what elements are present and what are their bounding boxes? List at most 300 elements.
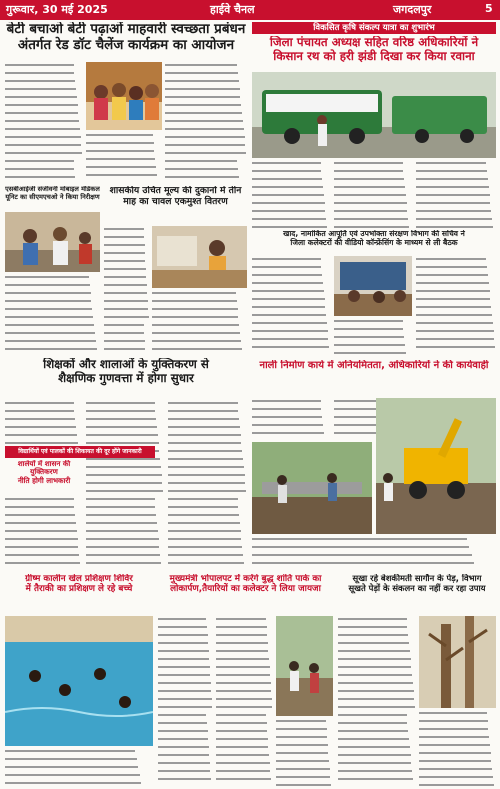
text-line bbox=[5, 562, 83, 568]
text-line bbox=[168, 522, 247, 528]
text-line bbox=[158, 658, 213, 664]
text-line bbox=[5, 514, 83, 520]
text-line bbox=[86, 554, 164, 560]
text-line bbox=[416, 266, 496, 272]
text-line bbox=[252, 346, 330, 352]
text-line bbox=[5, 340, 100, 346]
text-line bbox=[276, 736, 333, 742]
text-line bbox=[158, 754, 213, 760]
text-line bbox=[334, 194, 412, 200]
text-line bbox=[158, 634, 213, 640]
text-line bbox=[416, 194, 496, 200]
story8-headline-line1: शालेयों में शासन की युक्तिकरण bbox=[17, 460, 71, 477]
text-line bbox=[419, 744, 496, 750]
text-line bbox=[334, 210, 412, 216]
text-line bbox=[86, 142, 162, 148]
text-line bbox=[416, 210, 496, 216]
text-line bbox=[165, 112, 247, 118]
text-line bbox=[419, 720, 496, 726]
text-line bbox=[334, 336, 412, 342]
text-line bbox=[252, 258, 330, 264]
text-line bbox=[5, 506, 83, 512]
text-line bbox=[252, 202, 330, 208]
text-line bbox=[252, 178, 330, 184]
text-line bbox=[5, 284, 100, 290]
text-line bbox=[86, 474, 164, 480]
text-line bbox=[252, 322, 330, 328]
text-line bbox=[168, 410, 247, 416]
story7-headline bbox=[252, 360, 496, 396]
text-line bbox=[216, 738, 273, 744]
text-line bbox=[252, 424, 330, 430]
text-line bbox=[419, 728, 496, 734]
text-line bbox=[168, 434, 247, 440]
text-line bbox=[216, 674, 273, 680]
text-line bbox=[252, 432, 330, 438]
text-line bbox=[419, 760, 496, 766]
text-line bbox=[338, 650, 416, 656]
text-line bbox=[416, 202, 496, 208]
story6-body-col1 bbox=[5, 400, 83, 444]
text-line bbox=[86, 482, 164, 488]
story11-body-col2 bbox=[419, 710, 496, 786]
text-line bbox=[338, 698, 416, 704]
text-line bbox=[86, 434, 164, 440]
text-line bbox=[165, 168, 247, 174]
text-line bbox=[334, 226, 412, 228]
story1-headline-line1: बेटी बचाओ बेटी पढ़ाओं माहवारी स्वच्छता प्रबंधन bbox=[6, 22, 246, 37]
text-line bbox=[168, 442, 247, 448]
text-line bbox=[252, 546, 496, 552]
text-line bbox=[168, 466, 247, 472]
story1-headline bbox=[5, 22, 247, 60]
story8-headline bbox=[5, 460, 83, 494]
story3-headline-line1: एसबीआईजी संजीवनी मोबाइल मेडिकल bbox=[5, 186, 100, 193]
text-line bbox=[216, 762, 273, 768]
text-line bbox=[165, 72, 247, 78]
story7-photo-right-image bbox=[376, 398, 496, 534]
text-line bbox=[5, 442, 83, 444]
text-line bbox=[416, 274, 496, 280]
text-line bbox=[158, 642, 213, 648]
text-line bbox=[338, 682, 416, 688]
text-line bbox=[165, 88, 247, 94]
text-line bbox=[86, 466, 164, 472]
text-line bbox=[5, 426, 83, 432]
text-line bbox=[152, 332, 247, 338]
text-line bbox=[216, 626, 273, 632]
story4-headline-line2: माह का चावल एकमुश्त वितरण bbox=[123, 195, 228, 207]
text-line bbox=[276, 784, 333, 786]
text-line bbox=[5, 782, 153, 786]
text-line bbox=[419, 784, 496, 786]
text-line bbox=[338, 762, 416, 768]
text-line bbox=[152, 316, 247, 322]
text-line bbox=[158, 746, 213, 752]
story5-body-col2 bbox=[334, 318, 412, 354]
story10-headline-line1: मुख्यमंत्री भोपालपट में करेंगे बुद्ध शांति पार्क का bbox=[169, 574, 322, 584]
text-line bbox=[5, 546, 83, 552]
story2-body-col2 bbox=[334, 160, 412, 228]
story6-body-col3 bbox=[168, 400, 247, 570]
header-page-number: 5 bbox=[485, 2, 493, 15]
text-line bbox=[168, 506, 247, 512]
story11-headline bbox=[338, 574, 496, 614]
story10-body-col2 bbox=[216, 616, 273, 786]
text-line bbox=[168, 562, 247, 568]
text-line bbox=[86, 402, 164, 408]
text-line bbox=[416, 346, 496, 352]
text-line bbox=[334, 162, 412, 168]
text-line bbox=[5, 136, 83, 142]
text-line bbox=[419, 776, 496, 782]
text-line bbox=[104, 284, 149, 290]
story2-photo bbox=[252, 72, 496, 158]
text-line bbox=[86, 426, 164, 432]
text-line bbox=[338, 690, 416, 696]
text-line bbox=[104, 292, 149, 298]
text-line bbox=[252, 266, 330, 272]
story8-headline-line2: नीति होगी लाभकारी bbox=[17, 475, 71, 485]
text-line bbox=[334, 328, 412, 334]
story2-body-col1 bbox=[252, 160, 330, 228]
story7-photo-left-image bbox=[252, 442, 372, 534]
text-line bbox=[86, 150, 162, 156]
text-line bbox=[416, 178, 496, 184]
text-line bbox=[334, 320, 412, 326]
text-line bbox=[86, 562, 164, 568]
story11-photo-image bbox=[419, 616, 496, 708]
text-line bbox=[252, 330, 330, 336]
text-line bbox=[252, 226, 330, 228]
text-line bbox=[252, 314, 330, 320]
text-line bbox=[165, 152, 247, 158]
text-line bbox=[168, 426, 247, 432]
text-line bbox=[5, 554, 83, 560]
text-line bbox=[168, 450, 247, 456]
text-line bbox=[104, 276, 149, 282]
text-line bbox=[5, 112, 83, 118]
text-line bbox=[5, 144, 83, 150]
text-line bbox=[5, 498, 83, 504]
text-line bbox=[158, 650, 213, 656]
text-line bbox=[5, 774, 153, 780]
text-line bbox=[216, 642, 273, 648]
text-line bbox=[416, 282, 496, 288]
text-line bbox=[158, 770, 213, 776]
text-line bbox=[419, 712, 496, 718]
text-line bbox=[104, 252, 149, 258]
text-line bbox=[168, 498, 247, 504]
text-line bbox=[5, 434, 83, 440]
text-line bbox=[5, 538, 83, 544]
story9-headline-line1: ग्रीष्म कालीन खेल प्रशिक्षण शिविर bbox=[25, 574, 133, 584]
text-line bbox=[216, 634, 273, 640]
story10-photo-image bbox=[276, 616, 333, 716]
text-line bbox=[104, 244, 149, 250]
story7-photo-right bbox=[376, 398, 496, 534]
story5-headline-line2: जिला कलेक्टरों की वीडियो कॉन्फ्रेंसिंग के माध्यम से ली बैठक bbox=[290, 237, 458, 247]
story9-headline-line2: में तैराकी का प्रशिक्षण ले रहे बच्चे bbox=[25, 584, 133, 595]
text-line bbox=[216, 722, 273, 728]
story7-body-col3 bbox=[252, 536, 496, 570]
text-line bbox=[216, 690, 273, 696]
text-line bbox=[338, 754, 416, 760]
text-line bbox=[158, 762, 213, 768]
text-line bbox=[165, 176, 247, 182]
text-line bbox=[5, 402, 83, 408]
text-line bbox=[216, 778, 273, 784]
text-line bbox=[252, 298, 330, 304]
story9-photo bbox=[5, 616, 153, 746]
text-line bbox=[338, 778, 416, 784]
text-line bbox=[338, 674, 416, 680]
text-line bbox=[276, 760, 333, 766]
text-line bbox=[86, 530, 164, 536]
text-line bbox=[5, 522, 83, 528]
text-line bbox=[168, 482, 247, 488]
text-line bbox=[419, 768, 496, 774]
text-line bbox=[5, 120, 83, 126]
story9-body bbox=[5, 748, 153, 786]
text-line bbox=[104, 324, 149, 330]
text-line bbox=[338, 658, 416, 664]
story6-headline-line2: शैक्षणिक गुणवत्ता में होगा सुधार bbox=[58, 370, 194, 385]
text-line bbox=[5, 88, 83, 94]
text-line bbox=[338, 714, 416, 720]
text-line bbox=[104, 340, 149, 346]
text-line bbox=[416, 186, 496, 192]
text-line bbox=[158, 722, 213, 728]
story3-headline bbox=[5, 186, 100, 210]
story7-photo-left bbox=[252, 442, 372, 534]
story1-photo bbox=[86, 62, 162, 130]
text-line bbox=[158, 690, 213, 696]
story4-headline bbox=[104, 186, 247, 224]
text-line bbox=[276, 768, 333, 774]
text-line bbox=[158, 626, 213, 632]
text-line bbox=[252, 170, 330, 176]
header-city: जगदलपुर bbox=[393, 3, 432, 16]
text-line bbox=[216, 746, 273, 752]
text-line bbox=[86, 546, 164, 552]
text-line bbox=[152, 324, 247, 330]
story1-body-col2 bbox=[86, 132, 162, 182]
text-line bbox=[338, 770, 416, 776]
story4-photo bbox=[152, 226, 247, 288]
text-line bbox=[168, 538, 247, 544]
text-line bbox=[104, 268, 149, 274]
text-line bbox=[158, 618, 213, 624]
text-line bbox=[5, 152, 83, 158]
text-line bbox=[416, 218, 496, 224]
text-line bbox=[216, 770, 273, 776]
text-line bbox=[276, 728, 333, 734]
story4-photo-image bbox=[152, 226, 247, 288]
text-line bbox=[152, 300, 247, 306]
story10-headline bbox=[158, 574, 333, 614]
text-line bbox=[104, 236, 149, 242]
text-line bbox=[334, 202, 412, 208]
text-line bbox=[104, 332, 149, 338]
text-line bbox=[86, 490, 164, 496]
text-line bbox=[5, 530, 83, 536]
text-line bbox=[86, 458, 164, 464]
text-line bbox=[416, 170, 496, 176]
text-line bbox=[5, 128, 83, 134]
text-line bbox=[338, 722, 416, 728]
text-line bbox=[416, 338, 496, 344]
story6-headline-line1: शिक्षकों और शालाओं के युक्तिकरण से bbox=[43, 358, 209, 371]
text-line bbox=[165, 128, 247, 134]
text-line bbox=[334, 344, 412, 350]
text-line bbox=[252, 554, 496, 560]
text-line bbox=[5, 292, 100, 298]
story2-kicker: विकसित कृषि संकल्प यात्रा का शुभारंभ bbox=[252, 22, 496, 34]
text-line bbox=[86, 410, 164, 416]
text-line bbox=[158, 682, 213, 688]
text-line bbox=[216, 666, 273, 672]
story10-body-col3 bbox=[276, 718, 333, 786]
text-line bbox=[416, 258, 496, 264]
text-line bbox=[416, 162, 496, 168]
text-line bbox=[276, 776, 333, 782]
text-line bbox=[216, 658, 273, 664]
story5-photo-image bbox=[334, 256, 412, 316]
story3-body bbox=[5, 274, 100, 354]
text-line bbox=[252, 538, 496, 544]
text-line bbox=[252, 408, 330, 414]
story2-headline-line1: जिला पंचायत अध्यक्ष सहित वरिष्ठ अधिकारियों ने bbox=[269, 36, 479, 49]
text-line bbox=[5, 332, 100, 338]
text-line bbox=[276, 752, 333, 758]
text-line bbox=[86, 514, 164, 520]
text-line bbox=[416, 314, 496, 320]
text-line bbox=[168, 458, 247, 464]
text-line bbox=[158, 666, 213, 672]
story2-body-col3 bbox=[416, 160, 496, 228]
text-line bbox=[216, 698, 273, 704]
text-line bbox=[168, 402, 247, 408]
text-line bbox=[5, 64, 83, 70]
text-line bbox=[338, 618, 416, 624]
text-line bbox=[216, 618, 273, 624]
story6-headline bbox=[5, 358, 247, 398]
text-line bbox=[252, 210, 330, 216]
text-line bbox=[216, 650, 273, 656]
text-line bbox=[104, 348, 149, 354]
text-line bbox=[252, 282, 330, 288]
text-line bbox=[216, 714, 273, 720]
story11-body-col1 bbox=[338, 616, 416, 786]
text-line bbox=[252, 290, 330, 296]
text-line bbox=[276, 720, 333, 726]
text-line bbox=[338, 738, 416, 744]
text-line bbox=[216, 754, 273, 760]
story11-headline-line1: सूखा रहे बेशकीमती सागौन के पेड़, विभाग bbox=[352, 574, 482, 583]
text-line bbox=[252, 186, 330, 192]
story6-body-col2 bbox=[86, 400, 164, 570]
story5-body-col1 bbox=[252, 256, 330, 354]
text-line bbox=[5, 104, 83, 110]
text-line bbox=[252, 400, 330, 406]
story2-headline bbox=[252, 36, 496, 70]
text-line bbox=[152, 308, 247, 314]
header-paper-name: हाईवे चैनल bbox=[210, 3, 255, 16]
story7-headline-text: नाली निर्माण कार्य में अनियमितता, अधिकारियों ने की कार्यवाही bbox=[259, 360, 489, 371]
text-line bbox=[5, 176, 83, 182]
page-header bbox=[0, 0, 500, 20]
text-line bbox=[5, 160, 83, 166]
story8-body bbox=[5, 496, 83, 570]
story1-body-col1 bbox=[5, 62, 83, 182]
story1-headline-line2: अंतर्गत रेड डॉट चैलेंज कार्यक्रम का आयोजन bbox=[17, 36, 235, 53]
text-line bbox=[165, 144, 247, 150]
text-line bbox=[252, 306, 330, 312]
text-line bbox=[252, 274, 330, 280]
text-line bbox=[158, 778, 213, 784]
text-line bbox=[338, 634, 416, 640]
text-line bbox=[416, 322, 496, 328]
text-line bbox=[5, 750, 153, 756]
story2-photo-image bbox=[252, 72, 496, 158]
text-line bbox=[86, 538, 164, 544]
story5-photo bbox=[334, 256, 412, 316]
text-line bbox=[252, 194, 330, 200]
text-line bbox=[338, 730, 416, 736]
text-line bbox=[168, 530, 247, 536]
text-line bbox=[158, 674, 213, 680]
text-line bbox=[168, 490, 247, 496]
text-line bbox=[152, 340, 247, 346]
story2-headline-line2: किसान रथ को हरी झंडी दिखा कर किया रवाना bbox=[273, 48, 475, 63]
text-line bbox=[86, 158, 162, 164]
text-line bbox=[276, 744, 333, 750]
text-line bbox=[338, 706, 416, 712]
text-line bbox=[158, 706, 213, 712]
story11-headline-line2: सूखते पेड़ों के संकलन का नहीं कर रहा उपाय bbox=[348, 582, 486, 593]
story9-photo-image bbox=[5, 616, 153, 746]
story10-photo bbox=[276, 616, 333, 716]
text-line bbox=[334, 218, 412, 224]
text-line bbox=[86, 174, 162, 180]
story8-kicker: विद्यार्थियों एवं पालकों की शिकायत की दूर होंगे जानकारी bbox=[5, 446, 155, 458]
text-line bbox=[158, 738, 213, 744]
story7-body-col1 bbox=[252, 398, 330, 440]
text-line bbox=[158, 714, 213, 720]
text-line bbox=[165, 96, 247, 102]
text-line bbox=[5, 348, 100, 354]
text-line bbox=[104, 300, 149, 306]
text-line bbox=[168, 514, 247, 520]
text-line bbox=[416, 298, 496, 304]
text-line bbox=[104, 260, 149, 266]
text-line bbox=[158, 730, 213, 736]
story5-body-col3 bbox=[416, 256, 496, 354]
text-line bbox=[252, 218, 330, 224]
story9-headline bbox=[5, 574, 153, 614]
text-line bbox=[5, 324, 100, 330]
text-line bbox=[419, 752, 496, 758]
text-line bbox=[252, 416, 330, 422]
text-line bbox=[86, 418, 164, 424]
text-line bbox=[5, 72, 83, 78]
text-line bbox=[152, 292, 247, 298]
header-date: गुरूवार, 30 मई 2025 bbox=[6, 3, 108, 16]
text-line bbox=[168, 418, 247, 424]
text-line bbox=[86, 506, 164, 512]
text-line bbox=[5, 308, 100, 314]
